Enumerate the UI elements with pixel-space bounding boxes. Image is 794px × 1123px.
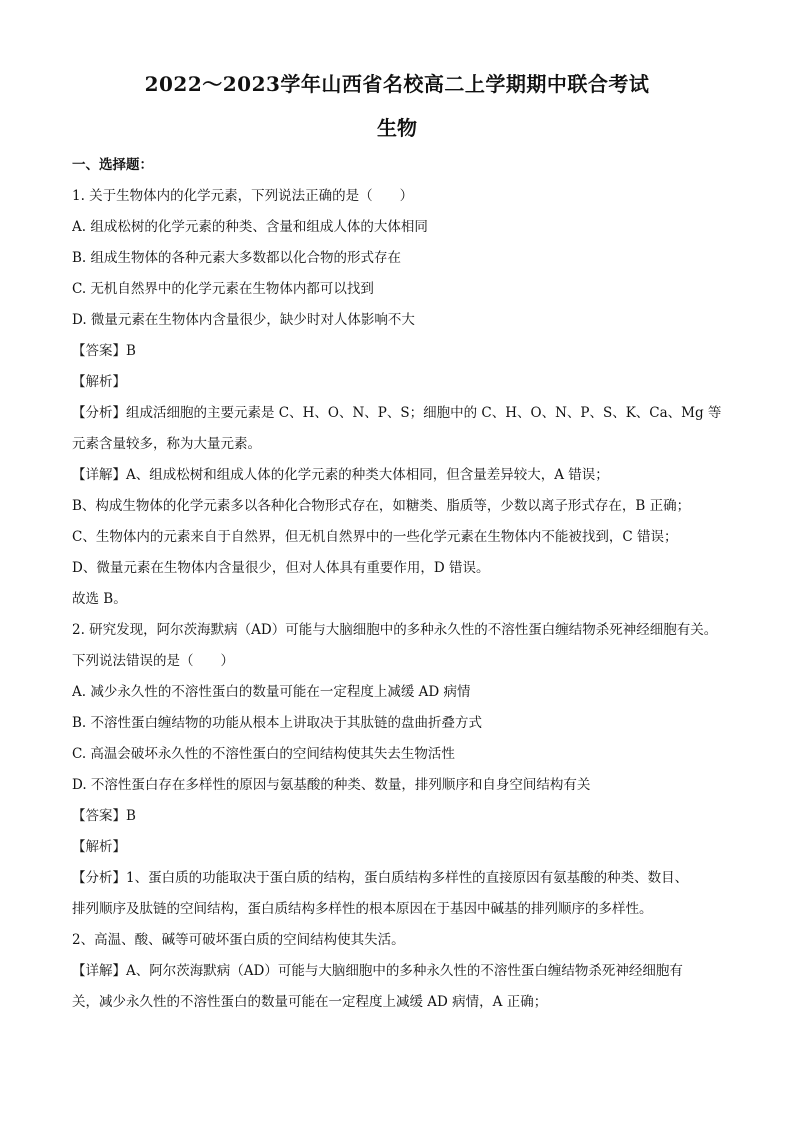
q1-option-b: B. 组成生物体的各种元素大多数都以化合物的形式存在	[72, 250, 402, 266]
q1-detail-line: 【详解】A、组成松树和组成人体的化学元素的种类大体相同，但含量差异较大，A 错误；	[72, 467, 609, 483]
q1-detail-line: C、生物体内的元素来自于自然界，但无机自然界中的一些化学元素在生物体内不能被找到，C 错误；	[72, 529, 678, 545]
q2-option-a: A. 减少永久性的不溶性蛋白的数量可能在一定程度上减缓 AD 病情	[72, 684, 471, 700]
q2-stem: 下列说法错误的是（ ）	[72, 653, 234, 669]
page-title: 2022～2023学年山西省名校高二上学期期中联合考试	[144, 72, 650, 96]
q1-analysis-label: 【解析】	[72, 374, 126, 390]
q1-analysis-line: 【分析】组成活细胞的主要元素是 C、H、O、N、P、S；细胞中的 C、H、O、N、P、S、K、Ca、Mg 等	[72, 405, 722, 421]
q2-detail-line: 【详解】A、阿尔茨海默病（AD）可能与大脑细胞中的多种永久性的不溶性蛋白缠结物杀死神经细胞有	[72, 963, 683, 979]
q2-option-b: B. 不溶性蛋白缠结物的功能从根本上讲取决于其肽链的盘曲折叠方式	[72, 715, 483, 731]
q1-option-d: D. 微量元素在生物体内含量很少，缺少时对人体影响不大	[72, 312, 415, 328]
document-body	[72, 150, 727, 1018]
q1-option-a: A. 组成松树的化学元素的种类、含量和组成人体的大体相同	[72, 219, 428, 235]
q1-option-c: C. 无机自然界中的化学元素在生物体内都可以找到	[72, 281, 374, 297]
section-heading: 一、选择题：	[72, 157, 153, 173]
q2-detail-line: 关，减少永久性的不溶性蛋白的数量可能在一定程度上减缓 AD 病情，A 正确；	[72, 994, 548, 1010]
q1-detail-line: B、构成生物体的化学元素多以各种化合物形式存在，如糖类、脂质等，少数以离子形式存在，B 正确；	[72, 498, 691, 514]
q2-analysis-line: 2、高温、酸、碱等可破坏蛋白质的空间结构使其失活。	[72, 932, 405, 948]
subject-title: 生物	[377, 116, 417, 140]
q2-analysis-line: 【分析】1、蛋白质的功能取决于蛋白质的结构，蛋白质结构多样性的直接原因有氨基酸的种类、数目、	[72, 870, 689, 886]
q2-option-c: C. 高温会破坏永久性的不溶性蛋白的空间结构使其失去生物活性	[72, 746, 455, 762]
q1-analysis-line: 元素含量较多，称为大量元素。	[72, 436, 261, 452]
q2-answer: 【答案】B	[72, 808, 136, 824]
q1-stem: 1. 关于生物体内的化学元素，下列说法正确的是（ ）	[72, 188, 414, 204]
q2-analysis-line: 排列顺序及肽链的空间结构，蛋白质结构多样性的根本原因在于基因中碱基的排列顺序的多样性。	[72, 901, 653, 917]
q1-answer: 【答案】B	[72, 343, 136, 359]
q1-detail-line: D、微量元素在生物体内含量很少，但对人体具有重要作用，D 错误。	[72, 560, 490, 576]
q2-analysis-label: 【解析】	[72, 839, 126, 855]
q2-option-d: D. 不溶性蛋白存在多样性的原因与氨基酸的种类、数量，排列顺序和自身空间结构有关	[72, 777, 591, 793]
q2-stem: 2. 研究发现，阿尔茨海默病（AD）可能与大脑细胞中的多种永久性的不溶性蛋白缠结物杀死神经细胞有关。	[72, 622, 718, 638]
q1-conclusion: 故选 B。	[72, 591, 127, 607]
